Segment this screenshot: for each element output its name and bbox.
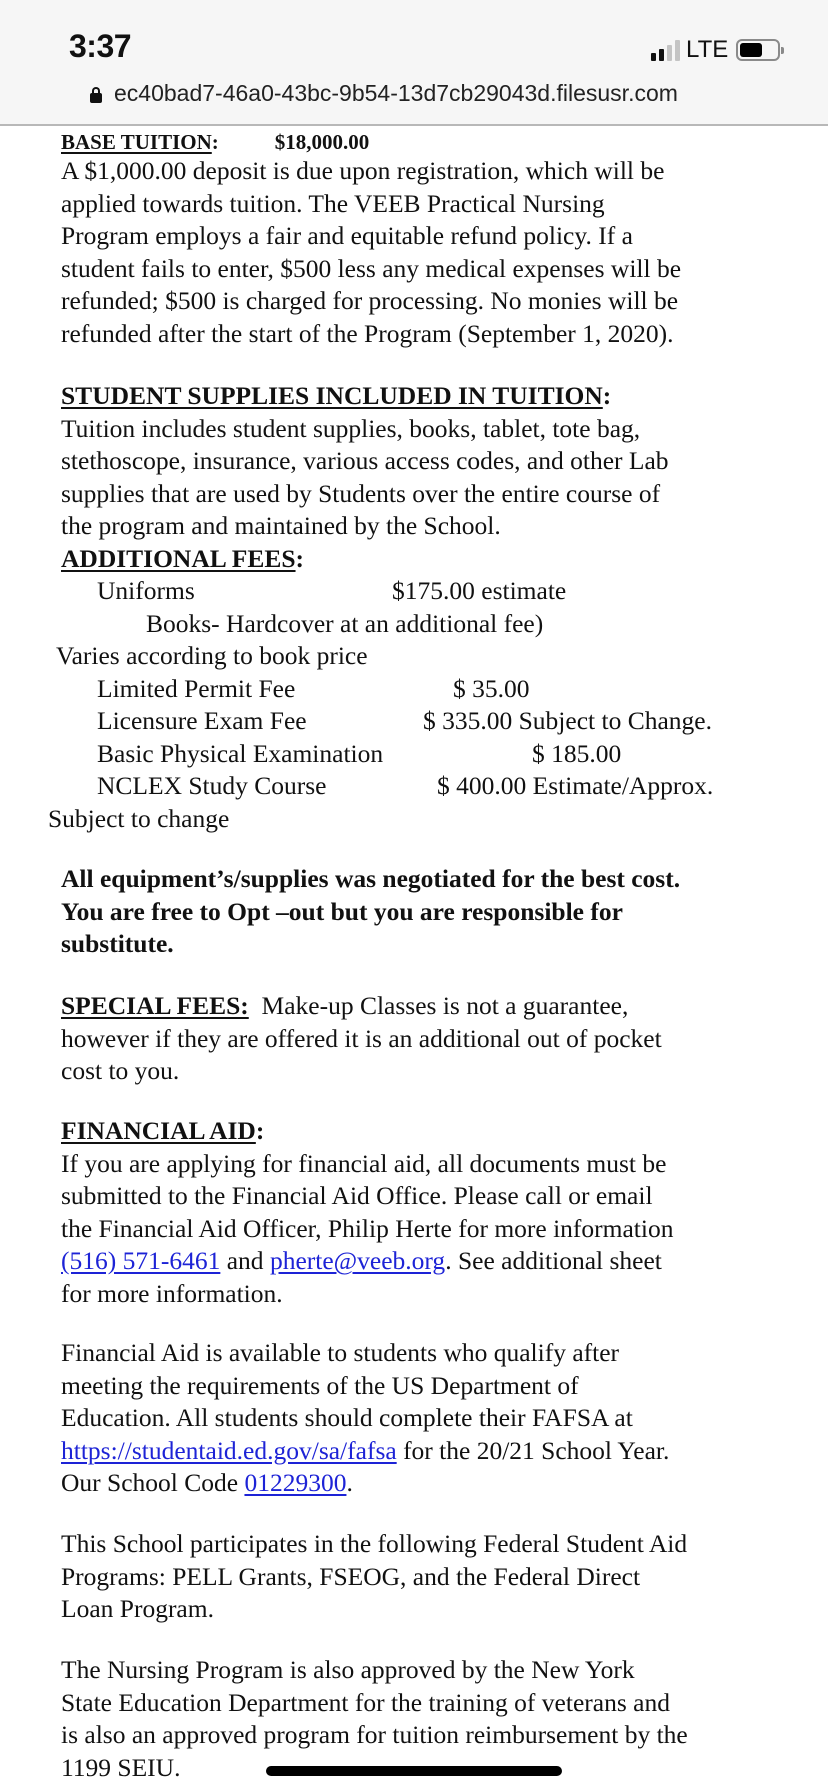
heading-colon: : xyxy=(255,1116,265,1145)
books-note: Varies according to book price xyxy=(56,641,368,670)
text-line: 1199 SEIU. xyxy=(61,1752,181,1782)
fafsa-section xyxy=(61,1337,669,1500)
heading-colon: : xyxy=(211,130,219,154)
text-line: supplies that are used by Students over the entire course of xyxy=(61,478,661,508)
text-line: substitute. xyxy=(61,929,174,958)
fafsa-link[interactable]: https://studentaid.ed.gov/sa/fafsa xyxy=(61,1435,397,1465)
special-fees-heading: SPECIAL FEES: xyxy=(61,991,249,1020)
books-line: Books- Hardcover at an additional fee) xyxy=(146,609,544,638)
text-line: the program and maintained by the School. xyxy=(61,511,501,540)
email-link[interactable]: pherte@veeb.org xyxy=(269,1246,446,1275)
text-line: Loan Program. xyxy=(61,1594,214,1623)
text-line: All equipment’s/supplies was negotiated for the best cost. xyxy=(61,864,681,893)
browser-status-bar xyxy=(0,0,828,126)
text-line: student fails to enter, $500 less any medical expenses will be xyxy=(61,253,682,283)
text-line: applied towards tuition. The VEEB Practical Nursing xyxy=(61,188,605,218)
text-line: stethoscope, insurance, various access codes, and other Lab xyxy=(61,446,669,475)
fee-value-licensure-exam: $ 335.00 Subject to Change. xyxy=(423,706,712,735)
text-line: You are free to Opt –out but you are responsible for xyxy=(61,896,623,926)
additional-fees-heading: ADDITIONAL FEES xyxy=(61,543,296,573)
status-indicators xyxy=(651,37,780,63)
text-line: submitted to the Financial Aid Office. Please call or email xyxy=(61,1181,653,1210)
fee-label-limited-permit: Limited Permit Fee xyxy=(97,674,296,703)
url-text[interactable]: ec40bad7-46a0-43bc-9b54-13d7cb29043d.filesusr.com xyxy=(114,80,678,106)
heading-colon: : xyxy=(295,543,305,573)
fee-label-physical-exam: Basic Physical Examination xyxy=(97,739,384,768)
text-line: however if they are offered it is an additional out of pocket xyxy=(61,1023,662,1053)
fee-value-uniforms: $175.00 estimate xyxy=(392,576,567,605)
fee-value-limited-permit: $ 35.00 xyxy=(453,674,530,703)
text-fragment: Our School Code xyxy=(61,1468,245,1497)
text-fragment: . See additional sheet xyxy=(445,1246,662,1275)
text-line: the Financial Aid Officer, Philip Herte for more information xyxy=(61,1213,674,1243)
network-type: LTE xyxy=(686,36,729,63)
text-fragment: . xyxy=(346,1468,353,1497)
text-line: for more information. xyxy=(61,1278,283,1308)
text-line: A $1,000.00 deposit is due upon registration, which will be xyxy=(61,156,665,185)
student-supplies-section xyxy=(61,380,669,575)
home-indicator[interactable] xyxy=(266,1766,562,1776)
fee-label-uniforms: Uniforms xyxy=(97,576,195,605)
address-bar[interactable] xyxy=(90,80,678,107)
fee-value-physical-exam: $ 185.00 xyxy=(532,739,622,768)
base-tuition-section xyxy=(61,129,681,350)
federal-programs-section xyxy=(61,1528,687,1626)
fees-footnote: Subject to change xyxy=(48,804,230,833)
text-line: Make-up Classes is not a guarantee, xyxy=(248,991,629,1020)
nursing-approval-section xyxy=(61,1654,688,1784)
text-line: Tuition includes student supplies, books, tablet, tote bag, xyxy=(61,413,641,443)
heading-colon: : xyxy=(602,381,612,410)
financial-aid-section xyxy=(61,1115,673,1310)
student-supplies-heading: STUDENT SUPPLIES INCLUDED IN TUITION xyxy=(61,381,603,410)
clock-time: 3:37 xyxy=(69,28,132,64)
text-line: cost to you. xyxy=(61,1056,180,1085)
lock-icon xyxy=(90,87,102,103)
battery-icon xyxy=(736,39,780,61)
text-line: Program employs a fair and equitable refund policy. If a xyxy=(61,221,633,250)
text-line: is also an approved program for tuition reimbursement by the xyxy=(61,1720,688,1749)
text-line: refunded after the start of the Program (September 1, 2020). xyxy=(61,318,674,348)
text-fragment: for the 20/21 School Year. xyxy=(396,1435,670,1465)
text-line: Programs: PELL Grants, FSEOG, and the Federal Direct xyxy=(61,1561,641,1591)
text-line: Financial Aid is available to students who qualify after xyxy=(61,1338,620,1367)
special-fees-section xyxy=(61,990,662,1088)
text-line: This School participates in the following Federal Student Aid xyxy=(61,1529,688,1558)
financial-aid-heading: FINANCIAL AID xyxy=(61,1116,256,1145)
text-line: meeting the requirements of the US Department of xyxy=(61,1370,579,1400)
text-fragment: and xyxy=(220,1246,270,1275)
phone-link[interactable]: (516) 571-6461 xyxy=(61,1246,221,1275)
signal-icon xyxy=(651,39,680,61)
school-code-link[interactable]: 01229300 xyxy=(244,1468,347,1497)
text-line: Education. All students should complete their FAFSA at xyxy=(61,1403,633,1432)
base-tuition-amount: $18,000.00 xyxy=(274,130,370,154)
text-line: The Nursing Program is also approved by the New York xyxy=(61,1655,635,1684)
fee-value-nclex: $ 400.00 Estimate/Approx. xyxy=(437,771,714,800)
fee-label-nclex: NCLEX Study Course xyxy=(97,771,327,800)
text-line: If you are applying for financial aid, all documents must be xyxy=(61,1148,667,1178)
fee-label-licensure-exam: Licensure Exam Fee xyxy=(97,706,307,735)
text-line: refunded; $500 is charged for processing. No monies will be xyxy=(61,286,679,315)
base-tuition-heading: BASE TUITION xyxy=(61,130,212,154)
equipment-notice xyxy=(61,863,680,961)
text-line: State Education Department for the training of veterans and xyxy=(61,1687,670,1717)
